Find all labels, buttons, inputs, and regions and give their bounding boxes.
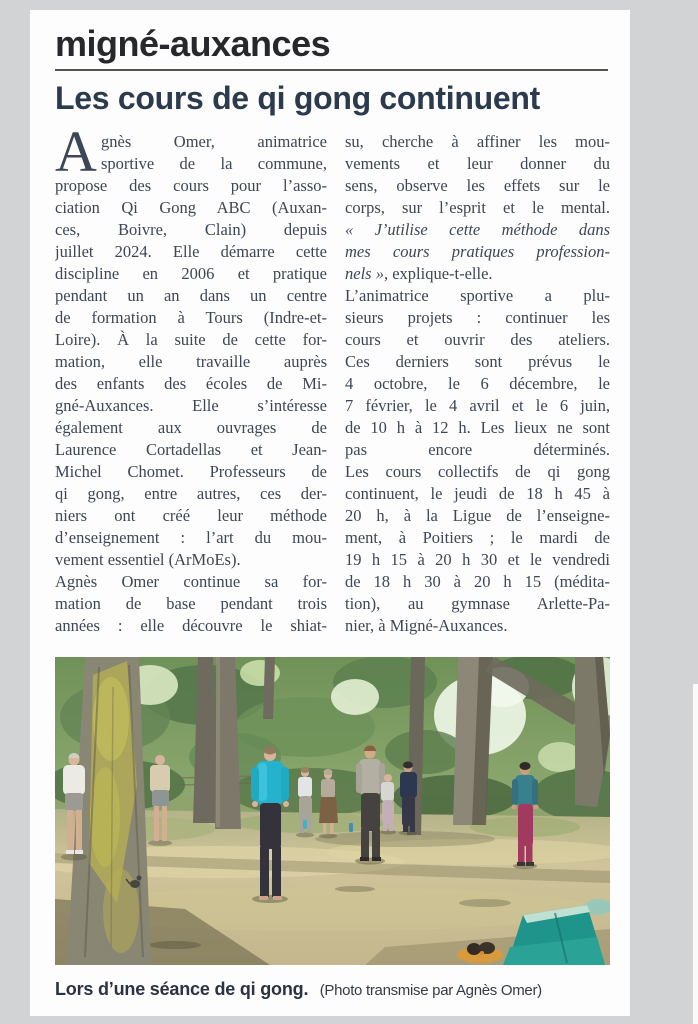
scan-edge-sliver xyxy=(693,684,698,1024)
article-line xyxy=(55,593,327,615)
body-text: 7 février, le 4 avril et le 6 juin, xyxy=(345,396,610,415)
article-line xyxy=(345,417,610,439)
article-line xyxy=(55,571,327,593)
body-text: vement essentiel (ArMoEs). xyxy=(55,550,241,569)
article-line xyxy=(345,329,610,351)
body-text: sens, observe les effets sur le xyxy=(345,176,610,195)
article-line xyxy=(55,439,327,461)
article-line xyxy=(345,197,610,219)
body-text: corps, sur l’esprit et le mental. xyxy=(345,198,610,217)
body-text: des enfants des écoles de Mi- xyxy=(55,374,327,393)
body-text: mation, elle travaille auprès xyxy=(55,352,327,371)
body-text: de 18 h 30 à 20 h 15 (médita- xyxy=(345,572,610,591)
body-text: Ces derniers sont prévus le xyxy=(345,352,610,371)
article-line xyxy=(345,241,610,263)
body-text: vements et leur donner du xyxy=(345,154,610,173)
body-text: discipline en 2006 et pratique xyxy=(55,264,327,283)
body-text: Les cours collectifs de qi gong xyxy=(345,462,610,481)
article-line xyxy=(345,219,610,241)
body-text: continuent, le jeudi de 18 h 45 à xyxy=(345,484,610,503)
body-text: d’enseignement : l’art du mou- xyxy=(55,528,327,547)
quote-text: nels », xyxy=(345,264,389,283)
article-line xyxy=(55,527,327,549)
article-line xyxy=(345,527,610,549)
article-figure xyxy=(55,657,610,1000)
body-text: pas encore déterminés. xyxy=(345,440,610,459)
newspaper-page xyxy=(30,10,630,1016)
article-line xyxy=(55,461,327,483)
article-line xyxy=(345,483,610,505)
article-line xyxy=(345,307,610,329)
article-line xyxy=(345,571,610,593)
body-text: Agnès Omer continue sa for- xyxy=(55,572,327,591)
body-text: propose des cours pour l’asso- xyxy=(55,176,327,195)
body-text: cours et ouvrir des ateliers. xyxy=(345,330,610,349)
article-body xyxy=(55,119,610,643)
body-text: mation de base pendant trois xyxy=(55,594,327,613)
article-column-right xyxy=(345,131,610,637)
body-text: ment, à Poitiers ; le mardi de xyxy=(345,528,610,547)
body-text: nier, à Migné-Auxances. xyxy=(345,616,508,635)
quote-text: mes cours pratiques profession- xyxy=(345,242,610,261)
body-text: Michel Chomet. Professeurs de xyxy=(55,462,327,481)
article-line xyxy=(55,373,327,395)
body-text: sieurs projets : continuer les xyxy=(345,308,610,327)
article-line xyxy=(345,285,610,307)
article-line xyxy=(55,505,327,527)
section-kicker xyxy=(55,23,608,71)
body-text: gnès Omer, animatrice xyxy=(101,132,327,151)
article-line xyxy=(55,329,327,351)
article-line xyxy=(345,373,610,395)
article-line xyxy=(345,439,610,461)
article-line xyxy=(55,615,327,637)
body-text: su, cherche à affiner les mou- xyxy=(345,132,610,151)
body-text: de formation à Tours (Indre-et- xyxy=(55,308,327,327)
caption-text: Lors d’une séance de qi gong. xyxy=(55,979,309,999)
article-line xyxy=(55,483,327,505)
article-line xyxy=(345,461,610,483)
body-text: niers ont créé leur méthode xyxy=(55,506,327,525)
quote-text: « J’utilise cette méthode dans xyxy=(345,220,610,239)
article-line xyxy=(345,549,610,571)
article-line xyxy=(55,197,327,219)
article-line xyxy=(55,395,327,417)
article-column-left xyxy=(55,119,327,637)
photo-scene-illustration xyxy=(55,657,610,965)
body-text: 19 h 15 à 20 h 30 et le vendredi xyxy=(345,550,610,569)
article-line xyxy=(55,417,327,439)
body-text: 4 octobre, le 6 décembre, le xyxy=(345,374,610,393)
body-text: ces, Boivre, Clain) depuis xyxy=(55,220,327,239)
body-text: qi gong, entre autres, ces der- xyxy=(55,484,327,503)
kicker-text: migné-auxances xyxy=(55,23,331,64)
article-line xyxy=(345,593,610,615)
article-line xyxy=(55,549,327,571)
photo-caption xyxy=(55,979,610,1000)
body-text: de 10 h à 12 h. Les lieux ne sont xyxy=(345,418,610,437)
article-line xyxy=(55,351,327,373)
article-line xyxy=(345,263,610,285)
body-text: ciation Qi Gong ABC (Auxan- xyxy=(55,198,327,217)
body-text: juillet 2024. Elle démarre cette xyxy=(55,242,327,261)
article-line xyxy=(55,219,327,241)
article-line xyxy=(345,505,610,527)
body-text: sportive de la commune, xyxy=(101,154,327,173)
article-line xyxy=(345,175,610,197)
article-photo xyxy=(55,657,610,965)
article-line xyxy=(55,241,327,263)
article-line xyxy=(345,395,610,417)
article-line xyxy=(345,351,610,373)
caption-credit: (Photo transmise par Agnès Omer) xyxy=(319,982,542,999)
drop-cap: A xyxy=(55,119,97,184)
body-text: Laurence Cortadellas et Jean- xyxy=(55,440,327,459)
article-line xyxy=(55,263,327,285)
body-text: également aux ouvrages de xyxy=(55,418,327,437)
body-text: pendant un an dans un centre xyxy=(55,286,327,305)
body-text: L’animatrice sportive a plu- xyxy=(345,286,610,305)
body-text: années : elle découvre le shiat- xyxy=(55,616,327,635)
article-line xyxy=(55,285,327,307)
body-text: explique-t-elle. xyxy=(388,264,493,283)
body-text: Loire). À la suite de cette for- xyxy=(55,330,327,349)
body-text: 20 h, à la Ligue de l’enseigne- xyxy=(345,506,610,525)
body-text: tion), au gymnase Arlette-Pa- xyxy=(345,594,610,613)
body-text: gné-Auxances. Elle s’intéresse xyxy=(55,396,327,415)
article-line xyxy=(345,615,610,637)
article-line xyxy=(345,131,610,153)
article-line xyxy=(55,307,327,329)
article-line xyxy=(345,153,610,175)
headline: Les cours de qi gong continuent xyxy=(55,80,540,116)
